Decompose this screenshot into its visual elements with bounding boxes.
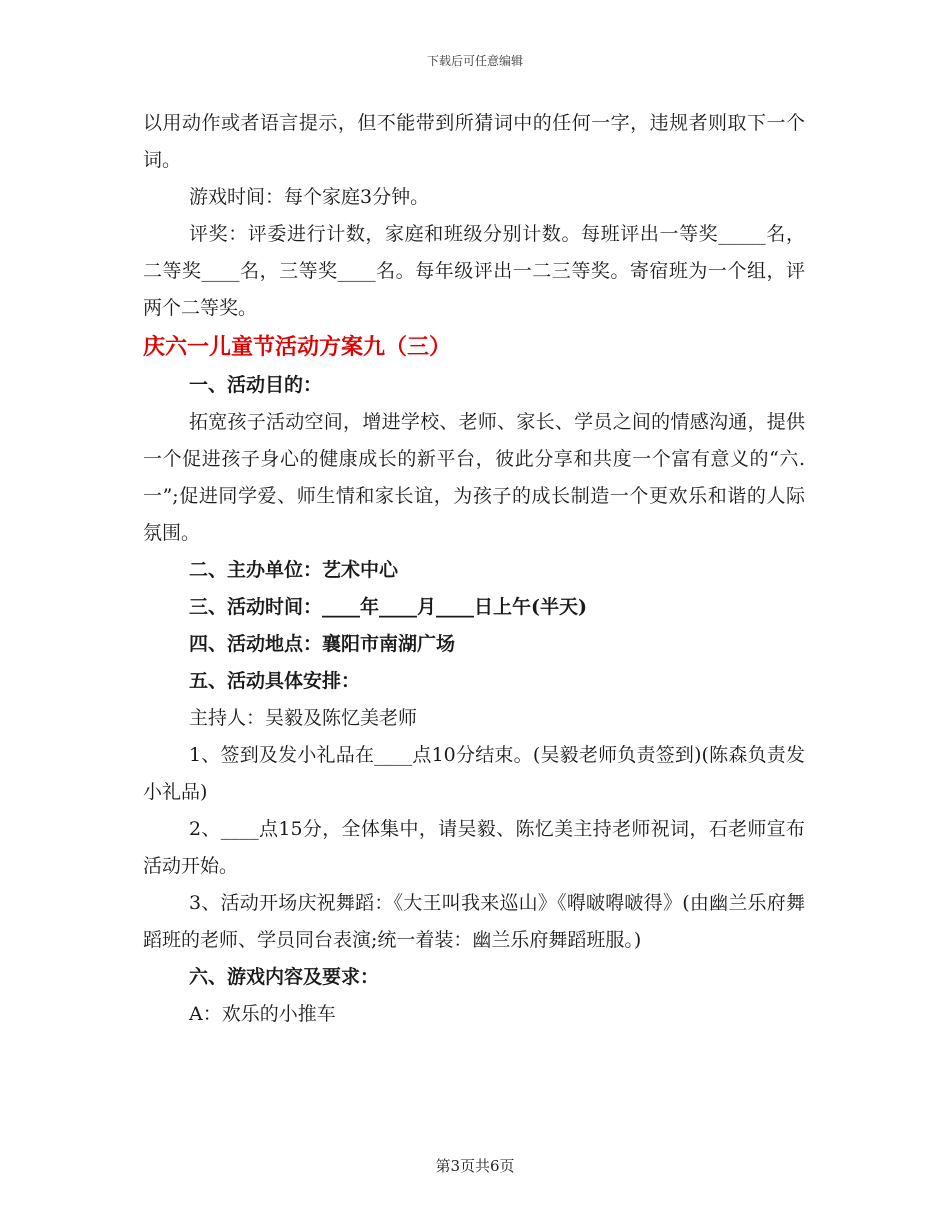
heading-location: 四、活动地点：襄阳市南湖广场 bbox=[189, 633, 456, 655]
list-item-1: 1、签到及发小礼品在____点10分结束。(吴毅老师负责签到)(陈森负责发小礼品) bbox=[143, 744, 805, 803]
section-title: 庆六一儿童节活动方案九（三） bbox=[143, 334, 452, 360]
heading-purpose: 一、活动目的： bbox=[189, 374, 323, 396]
paragraph-awards: 评奖：评委进行计数，家庭和班级分别计数。每班评出一等奖_____名，二等奖____名，三等奖____名。每年级评出一二三等奖。寄宿班为一个组，评两个二等奖。 bbox=[143, 223, 805, 319]
document-body bbox=[143, 105, 805, 1033]
page-footer: 第3页共6页 bbox=[435, 1157, 515, 1175]
heading-arrangement: 五、活动具体安排： bbox=[189, 670, 361, 692]
heading-time: 三、活动时间：____年____月____日上午(半天) bbox=[189, 596, 587, 618]
paragraph-game-a: A：欢乐的小推车 bbox=[189, 1003, 336, 1025]
paragraph-continued: 以用动作或者语言提示，但不能带到所猜词中的任何一字，违规者则取下一个词。 bbox=[143, 112, 805, 171]
paragraph-purpose: 拓宽孩子活动空间，增进学校、老师、家长、学员之间的情感沟通，提供一个促进孩子身心的健康成长的新平台，彼此分享和共度一个富有意义的“六.一”;促进同学爱、师生情和家长谊，为孩子的成长制造一个更欢乐和谐的人际氛围。 bbox=[143, 411, 805, 544]
paragraph-game-time: 游戏时间：每个家庭3分钟。 bbox=[189, 186, 430, 208]
page-header: 下载后可任意编辑 bbox=[426, 54, 523, 68]
heading-organizer: 二、主办单位：艺术中心 bbox=[189, 559, 399, 581]
paragraph-host: 主持人：吴毅及陈忆美老师 bbox=[189, 707, 418, 729]
list-item-2: 2、____点15分，全体集中，请吴毅、陈忆美主持老师祝词，石老师宣布活动开始。 bbox=[143, 818, 805, 877]
list-item-3: 3、活动开场庆祝舞蹈：《大王叫我来巡山》《嘚啵嘚啵得》(由幽兰乐府舞蹈班的老师、学员同台表演;统一着装：幽兰乐府舞蹈班服。) bbox=[143, 892, 805, 951]
heading-games: 六、游戏内容及要求： bbox=[189, 966, 380, 988]
